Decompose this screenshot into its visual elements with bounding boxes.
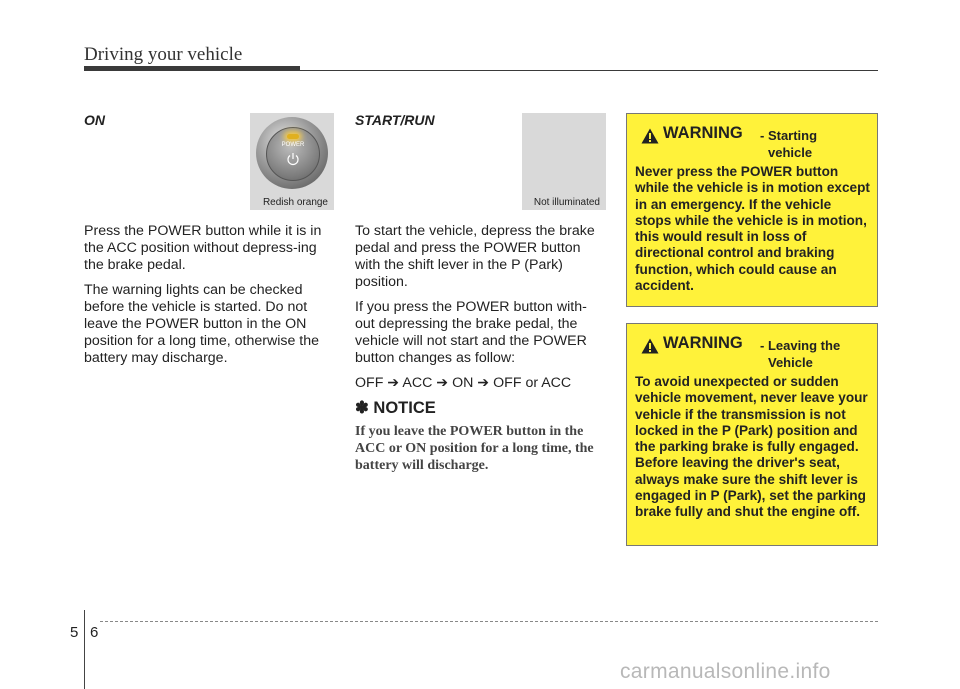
warning-box-starting [626, 113, 878, 307]
power-button-photo-lit [250, 113, 334, 210]
watermark: carmanualsonline.info [620, 660, 831, 683]
photo-caption-lit: Redish orange [262, 197, 328, 208]
footer-rule [100, 621, 878, 622]
start-run-subhead: START/RUN [355, 112, 435, 128]
on-paragraph-1: Press the POWER button while it is in the ACC position without depress-ing the brake pedal. [84, 223, 322, 273]
start-run-paragraph-1: To start the vehicle, depress the brake pedal and press the POWER button with the shift lever in the P (Park) position. [355, 223, 595, 290]
warning-subtitle-line-2: vehicle [768, 145, 813, 160]
button-label: POWER [281, 142, 305, 148]
power-button-photo-unlit [522, 113, 606, 210]
warning-box-leaving [626, 323, 878, 546]
warning-subtitle-line-1: - Starting [760, 128, 818, 143]
warning-text: Never press the POWER button while the vehicle is in motion except in an emergency. If the vehicle stops while the vehicle is in motion, this would result in loss of directional control and braking function, which could cause an accident. [635, 164, 870, 294]
chapter-number: 5 [70, 624, 79, 641]
warning-word: WARNING [663, 124, 743, 142]
warning-word: WARNING [663, 334, 743, 352]
notice-text: If you leave the POWER button in the ACC or ON position for a long time, the battery will discharge. [355, 424, 594, 473]
header-rule [300, 70, 878, 71]
start-run-body [355, 223, 605, 400]
on-paragraph-2: The warning lights can be checked before the vehicle is started. Do not leave the POWER button in the ON position for a long time, otherwise the battery may discharge. [84, 282, 320, 366]
power-symbol-icon [286, 152, 300, 166]
indicator-led-icon [287, 134, 299, 139]
page-number: 6 [90, 624, 99, 641]
header-bar [84, 66, 300, 71]
start-run-paragraph-2: If you press the POWER button with-out depressing the brake pedal, the vehicle will not start and the POWER button changes as follow: [355, 299, 587, 366]
on-body [84, 223, 334, 375]
on-subhead: ON [84, 112, 105, 128]
section-title: Driving your vehicle [84, 44, 243, 65]
power-sequence: OFF ➔ ACC ➔ ON ➔ OFF or ACC [355, 375, 572, 391]
warning-subtitle-line-2: Vehicle [768, 355, 813, 370]
warning-triangle-icon [641, 338, 659, 354]
warning-text: To avoid unexpected or sudden vehicle movement, never leave your vehicle if the transmission is not locked in the P (Park) position and the parking brake is fully engaged. Before leaving the driver's seat, always make sure the shift lever is engaged in P (Park), set the parking brake fully and shut the engine off. [635, 374, 868, 520]
page-margin-rule [84, 610, 85, 689]
photo-caption-unlit: Not illuminated [533, 197, 600, 208]
power-button-bezel [256, 117, 328, 189]
power-button-icon [266, 127, 320, 181]
notice-title: ✽ NOTICE [355, 399, 436, 417]
warning-triangle-icon [641, 128, 659, 144]
warning-subtitle-line-1: - Leaving the [760, 338, 841, 353]
